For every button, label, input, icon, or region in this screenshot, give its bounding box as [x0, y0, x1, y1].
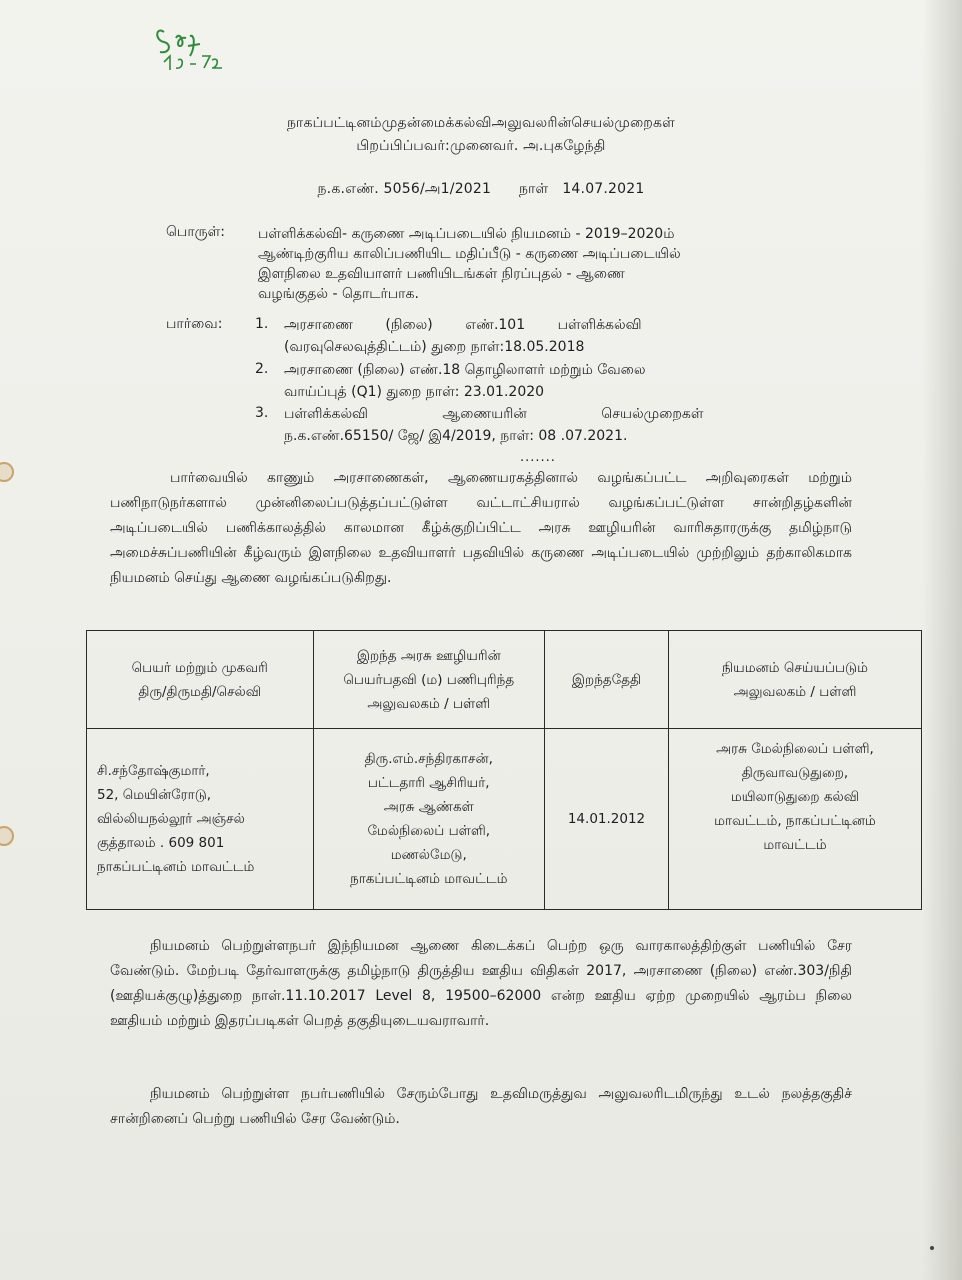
subject-line: ஆண்டிற்குரிய காலிப்பணியிட மதிப்பீடு - கருணை அடிப்படையில் — [258, 246, 681, 262]
subject-line: வழங்குதல் - தொடர்பாக. — [258, 286, 419, 302]
handwritten-signature — [150, 16, 240, 76]
reference-line: வாய்ப்புத் (Q1) துறை நாள்: 23.01.2020 — [284, 384, 545, 400]
subject-line: பள்ளிக்கல்வி- கருணை அடிப்படையில் நியமனம் - 2019–2020ம் — [258, 226, 675, 242]
reference-number-3: 3. — [255, 405, 269, 421]
reference-number: ந.க.எண். 5056/அ1/2021 — [317, 181, 492, 197]
reference-line: அரசாணை (நிலை) எண்.18 தொழிலாளர் மற்றும் வேலை — [284, 362, 646, 378]
subject-label: பொருள்: — [166, 224, 225, 240]
reference-number-2: 2. — [255, 361, 269, 377]
header-death-date: இறந்ததேதி — [545, 631, 669, 729]
table-header-row — [87, 631, 922, 729]
reference-number-1: 1. — [255, 316, 269, 332]
reference-line: அரசாணை (நிலை) எண்.101 பள்ளிக்கல்வி — [284, 317, 642, 333]
reference-item-2 — [284, 359, 792, 403]
table-row — [87, 729, 922, 910]
header-deceased-employee: இறந்த அரசு ஊழியரின் பெயர்பதவி (ம) பணிபுரிந்த அலுவலகம் / பள்ளி — [313, 631, 545, 729]
reference-line: (வரவுசெலவுத்திட்டம்) துறை நாள்:18.05.2018 — [284, 339, 585, 355]
appointment-table — [86, 630, 922, 910]
issuer-line: பிறப்பிப்பவர்:முனைவர். அ.புகழேந்தி — [356, 138, 606, 154]
body-paragraph-2: நியமனம் பெற்றுள்ளநபர் இந்நியமன ஆணை கிடைக்கப் பெற்ற ஒரு வாரகாலத்திற்குள் பணியில் சேர வேண்டும். மேற்படி தேர்வாளருக்கு தமிழ்நாடு திருத்திய ஊதிய விதிகள் 2017, அரசாணை (நிலை) எண்.303/நிதி (ஊதியக்குழு)த்துறை நாள்.11.10.2017 Level 8, 19500–62000 என்ற ஊதிய ஏற்ற முறையில் ஆரம்ப நிலை ஊதியம் மற்றும் இதரப்படிகள் பெறத் தகுதியுடையவராவார். — [110, 938, 852, 1029]
reference-number-line — [0, 181, 962, 199]
punch-hole — [0, 462, 14, 482]
references-label: பார்வை: — [166, 316, 223, 332]
cell-posting-office: அரசு மேல்நிலைப் பள்ளி, திருவாவடுதுறை, மயிலாடுதுறை கல்வி மாவட்டம், நாகப்பட்டினம் மாவட்டம் — [668, 729, 921, 910]
cell-death-date: 14.01.2012 — [545, 729, 669, 910]
cell-name-address: சி.சந்தோஷ்குமார், 52, மெயின்ரோடு, வில்லியநல்லூர் அஞ்சல் குத்தாலம் . 609 801 நாகப்பட்டினம் மாவட்டம் — [87, 729, 314, 910]
subject-text — [258, 224, 798, 304]
header-name-address: பெயர் மற்றும் முகவரி திரு/திருமதி/செல்வி — [87, 631, 314, 729]
paper-speck — [930, 1246, 934, 1250]
reference-item-1 — [284, 314, 792, 358]
issue-date: 14.07.2021 — [562, 181, 645, 197]
header-posting-office: நியமனம் செய்யப்படும் அலுவலகம் / பள்ளி — [668, 631, 921, 729]
date-label: நாள் — [519, 181, 549, 197]
subject-line: இளநிலை உதவியாளர் பணியிடங்கள் நிரப்புதல் - ஆணை — [258, 266, 625, 282]
reference-line: பள்ளிக்கல்வி ஆணையரின் செயல்முறைகள் — [284, 406, 704, 422]
separator-dots: ....... — [520, 450, 556, 465]
punch-hole — [0, 826, 14, 846]
office-title: நாகப்பட்டினம்முதன்மைக்கல்விஅலுவலரின்செயல்முறைகள் — [286, 115, 676, 131]
cell-deceased-employee: திரு.எம்.சந்திரகாசன், பட்டதாரி ஆசிரியர், அரசு ஆண்கள் மேல்நிலைப் பள்ளி, மணல்மேடு, நாகப்பட்டினம் மாவட்டம் — [313, 729, 545, 910]
reference-line: ந.க.எண்.65150/ ஜே/ இ4/2019, நாள்: 08 .07.2021. — [284, 428, 628, 444]
body-paragraph-3: நியமனம் பெற்றுள்ள நபர்பணியில் சேரும்போது உதவிமருத்துவ அலுவலரிடமிருந்து உடல் நலத்தகுதிச் சான்றினைப் பெற்று பணியில் சேர வேண்டும். — [110, 1086, 852, 1127]
body-paragraph-1: பார்வையில் காணும் அரசாணைகள், ஆணையரகத்தினால் வழங்கப்பட்ட அறிவுரைகள் மற்றும் பணிநாடுநர்களால் முன்னிலைப்படுத்தப்பட்டுள்ள வட்டாட்சியரால் வழங்கப்பட்டுள்ள சான்றிதழ்களின் அடிப்படையில் பணிக்காலத்தில் காலமான கீழ்க்குறிப்பிட்ட அரசு ஊழியரின் வாரிசுதாரருக்கு தமிழ்நாடு அமைச்சுப்பணியின் கீழ்வரும் இளநிலை உதவியாளர் பதவியில் கருணை அடிப்படையில் முற்றிலும் தற்காலிகமாக நியமனம் செய்து ஆணை வழங்கப்படுகிறது. — [110, 470, 852, 586]
reference-item-3 — [284, 403, 792, 447]
